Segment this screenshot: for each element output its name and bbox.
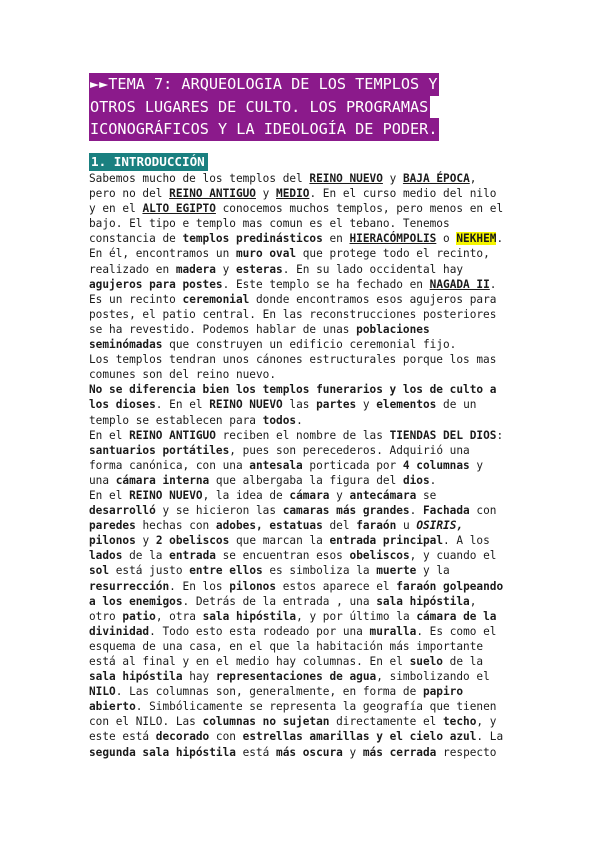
text-run: y xyxy=(135,534,156,548)
emphasized-text: ceremonial xyxy=(182,292,250,306)
text-run: otro xyxy=(89,609,123,623)
text-run: u xyxy=(396,519,417,533)
emphasized-text: decorado xyxy=(155,730,210,744)
text-line xyxy=(89,548,509,563)
text-run: postes, el patio central. En las reconstrucciones posteriores xyxy=(89,307,497,321)
text-line xyxy=(89,367,509,382)
emphasized-text: MEDIO xyxy=(276,187,310,201)
title-line: ►►TEMA 7: ARQUEOLOGIA DE LOS TEMPLOS Y xyxy=(89,73,439,96)
text-run: . xyxy=(489,277,497,291)
text-line xyxy=(89,382,509,397)
text-run: . xyxy=(409,504,423,518)
page-title xyxy=(89,73,509,141)
emphasized-text: todos xyxy=(262,413,297,427)
text-line xyxy=(89,337,509,352)
text-run: Es un recinto xyxy=(89,292,183,306)
text-run: con xyxy=(209,730,243,744)
emphasized-text: seminómadas xyxy=(89,338,163,352)
text-run: , xyxy=(469,172,477,185)
text-run: . La xyxy=(476,730,504,744)
emphasized-text: HIERACÓMPOLIS xyxy=(349,232,437,246)
text-run: estos aparece el xyxy=(276,579,397,593)
emphasized-text: NILO xyxy=(89,685,116,699)
emphasized-text: cámara interna xyxy=(115,473,210,487)
text-run: pero no del xyxy=(89,187,170,201)
text-run: , y por último la xyxy=(296,609,417,623)
text-run: , la idea de xyxy=(202,488,290,502)
emphasized-text: antesala xyxy=(249,458,303,472)
text-run: , y cuando el xyxy=(409,549,497,563)
text-run: , simbolizando el xyxy=(376,670,490,684)
text-run: conocemos muchos templos, pero menos en el xyxy=(215,202,504,216)
emphasized-text: columnas no sujetan xyxy=(202,715,330,729)
text-line xyxy=(89,307,509,322)
text-run: . Este templo se ha fechado en xyxy=(222,277,430,291)
text-line xyxy=(89,352,509,367)
text-run: de la xyxy=(122,549,170,563)
text-run: En el xyxy=(89,488,130,502)
text-run: esquema de una casa, en el que la habitación más importante xyxy=(89,639,484,653)
emphasized-text: desarrolló xyxy=(89,504,156,518)
text-run: forma canónica, con una xyxy=(89,458,250,472)
emphasized-text: REINO NUEVO xyxy=(209,398,283,412)
text-run: con el NILO. Las xyxy=(89,715,203,729)
emphasized-text: entre ellos xyxy=(189,564,263,578)
text-run: . En su lado occidental hay xyxy=(282,262,464,276)
emphasized-text: los dioses xyxy=(89,398,156,412)
emphasized-text: No se diferencia bien los templos funerarios y los de culto a xyxy=(89,383,497,397)
text-line xyxy=(89,201,509,216)
text-line xyxy=(89,503,509,518)
text-line xyxy=(89,714,509,729)
emphasized-text: entrada xyxy=(169,549,216,563)
text-run: está al final y en el medio hay columnas. En el xyxy=(89,655,410,668)
text-run: de un xyxy=(436,398,477,412)
emphasized-text: dios xyxy=(402,473,430,487)
text-line xyxy=(89,563,509,578)
text-run: y xyxy=(356,398,377,412)
text-run: , pues son perecederos. Adquirió una xyxy=(229,443,470,457)
text-run: y en el xyxy=(89,202,143,216)
text-run: y xyxy=(382,172,403,185)
emphasized-text: paredes xyxy=(89,519,136,533)
text-run: , y xyxy=(476,715,497,729)
emphasized-text: pilonos xyxy=(89,534,136,548)
emphasized-text: madera xyxy=(175,262,216,276)
text-line xyxy=(89,216,509,231)
emphasized-text: muro oval xyxy=(235,247,297,261)
emphasized-text: suelo xyxy=(409,655,443,668)
text-line xyxy=(89,428,509,443)
emphasized-text: muerte xyxy=(376,564,417,578)
text-run: : xyxy=(496,428,504,442)
text-run: . En el curso medio del nilo xyxy=(309,187,497,201)
emphasized-text: papiro xyxy=(422,685,464,699)
text-run: que albergaba la figura del xyxy=(209,473,403,487)
emphasized-text: estrellas amarillas y el cielo azul xyxy=(242,730,477,744)
emphasized-text: representaciones de agua xyxy=(215,670,377,684)
text-run: y xyxy=(255,187,277,201)
text-line xyxy=(89,684,509,699)
emphasized-text: divinidad xyxy=(89,624,150,638)
text-line xyxy=(89,292,509,307)
text-line xyxy=(89,669,509,684)
text-line xyxy=(89,639,509,654)
emphasized-text: REINO ANTIGUO xyxy=(129,428,216,442)
text-run: que marcan la xyxy=(229,534,330,548)
text-run: con xyxy=(469,504,497,518)
text-run: Sabemos mucho de los templos del xyxy=(89,172,310,185)
text-run: una xyxy=(89,473,116,487)
text-run: en xyxy=(322,232,350,246)
text-line xyxy=(89,262,509,277)
text-line xyxy=(89,533,509,548)
emphasized-text: 2 obeliscos xyxy=(155,534,230,548)
text-run: y xyxy=(342,745,363,759)
section-heading: 1. INTRODUCCIÓN xyxy=(89,153,208,171)
text-run: . En el xyxy=(155,398,210,412)
text-run: o xyxy=(436,232,457,246)
emphasized-text: patio xyxy=(122,609,156,623)
text-line xyxy=(89,473,509,488)
text-run: . Todo esto esta rodeado por una xyxy=(149,624,370,638)
emphasized-text: Fachada xyxy=(422,504,470,518)
emphasized-text: pilonos xyxy=(229,579,277,593)
text-line xyxy=(89,745,509,760)
emphasized-text: más cerrada xyxy=(362,745,437,759)
text-run: las xyxy=(282,398,317,412)
emphasized-text: obeliscos xyxy=(349,549,410,563)
text-run: . xyxy=(296,413,303,427)
text-run: . Detrás de la entrada , una xyxy=(182,594,377,608)
emphasized-text: sala hipóstila xyxy=(89,670,183,684)
text-line xyxy=(89,171,509,186)
text-line xyxy=(89,624,509,639)
emphasized-text: ALTO EGIPTO xyxy=(142,202,216,216)
emphasized-text: más oscura xyxy=(276,745,343,759)
text-line xyxy=(89,579,509,594)
text-run: hechas con xyxy=(135,519,216,533)
text-line xyxy=(89,594,509,609)
emphasized-text: NAGADA II xyxy=(429,277,490,291)
emphasized-text: REINO ANTIGUO xyxy=(169,187,256,201)
text-run: . Las columnas son, generalmente, en forma de xyxy=(115,685,423,699)
emphasized-text: OSIRIS, xyxy=(416,519,464,533)
text-run: En el xyxy=(89,428,130,442)
emphasized-text: REINO NUEVO xyxy=(309,172,383,185)
text-line xyxy=(89,397,509,412)
emphasized-text: sol xyxy=(89,564,110,578)
emphasized-text: a los enemigos xyxy=(89,594,183,608)
text-run: realizado en xyxy=(89,262,176,276)
emphasized-text: cámara xyxy=(289,488,330,502)
text-run: constancia de xyxy=(89,232,183,246)
text-run: . xyxy=(496,232,504,246)
text-run: se encuentran esos xyxy=(215,549,350,563)
text-run: porticada por xyxy=(302,458,403,472)
text-line xyxy=(89,246,509,261)
text-run: comunes son del reino nuevo. xyxy=(89,368,277,382)
emphasized-text: santuarios portátiles xyxy=(89,443,230,457)
emphasized-text: poblaciones xyxy=(356,322,430,336)
emphasized-text: muralla xyxy=(369,624,417,638)
text-run: y xyxy=(329,488,350,502)
text-line xyxy=(89,443,509,458)
emphasized-text: entrada principal xyxy=(329,534,444,548)
emphasized-text: abierto xyxy=(89,700,136,714)
emphasized-text: resurrección xyxy=(89,579,170,593)
text-run: este está xyxy=(89,730,156,744)
text-run: hay xyxy=(182,670,216,684)
emphasized-text: elementos xyxy=(376,398,437,412)
text-run: es simboliza la xyxy=(262,564,377,578)
emphasized-text: adobes, estatuas xyxy=(215,519,323,533)
text-run: y la xyxy=(416,564,450,578)
emphasized-text: segunda sala hipóstila xyxy=(89,745,236,759)
emphasized-text: lados xyxy=(89,549,123,563)
emphasized-text: TIENDAS DEL DIOS xyxy=(389,428,497,442)
text-run: de la xyxy=(443,655,484,668)
emphasized-text: sala hipóstila xyxy=(376,594,470,608)
text-run: está xyxy=(235,745,277,759)
text-line xyxy=(89,518,509,533)
title-line: OTROS LUGARES DE CULTO. LOS PROGRAMAS xyxy=(89,96,430,119)
emphasized-text: partes xyxy=(316,398,357,412)
text-run: está justo xyxy=(109,564,190,578)
emphasized-text: antecámara xyxy=(349,488,417,502)
text-run: , xyxy=(469,594,477,608)
text-run: se xyxy=(416,488,437,502)
text-run: directamente el xyxy=(329,715,443,729)
text-run: y se hicieron las xyxy=(155,504,283,518)
emphasized-text: camaras más grandes xyxy=(282,504,410,518)
text-run: y xyxy=(469,458,484,472)
text-line xyxy=(89,277,509,292)
text-run: respecto xyxy=(436,745,497,759)
text-run: . Simbólicamente se representa la geografía que tienen xyxy=(135,700,497,714)
text-line xyxy=(89,186,509,201)
text-line xyxy=(89,488,509,503)
text-run: se ha revestido. Podemos hablar de unas xyxy=(89,322,357,336)
text-run: . Es como el xyxy=(416,624,497,638)
text-line xyxy=(89,413,509,428)
text-run: . xyxy=(429,473,437,487)
text-run: Los templos tendran unos cánones estructurales porque los mas xyxy=(89,353,497,367)
text-line xyxy=(89,322,509,337)
text-run: . En los xyxy=(169,579,230,593)
text-run: del xyxy=(322,519,357,533)
text-line xyxy=(89,729,509,744)
text-run: y xyxy=(215,262,236,276)
text-run: . A los xyxy=(443,534,490,548)
text-run: que construyen un edificio ceremonial fijo. xyxy=(162,338,457,352)
text-run: En él, encontramos un xyxy=(89,247,236,261)
text-run: , otra xyxy=(155,609,203,623)
text-line xyxy=(89,458,509,473)
emphasized-text: techo xyxy=(443,715,477,729)
emphasized-text: agujeros para postes xyxy=(89,277,223,291)
text-line xyxy=(89,654,509,669)
emphasized-text: REINO NUEVO xyxy=(129,488,203,502)
emphasized-text: BAJA ÉPOCA xyxy=(402,172,470,185)
emphasized-text: cámara de la xyxy=(416,609,497,623)
text-run: bajo. El tipo e templo mas comun es el tebano. Tenemos xyxy=(89,217,450,231)
emphasized-text: sala hipóstila xyxy=(202,609,297,623)
emphasized-text: esteras xyxy=(235,262,283,276)
emphasized-text: 4 columnas xyxy=(402,458,470,472)
text-run: que protege todo el recinto, xyxy=(296,247,490,261)
emphasized-text: faraón golpeando xyxy=(396,579,504,593)
emphasized-text: templos predinásticos xyxy=(182,232,323,246)
text-line xyxy=(89,699,509,714)
text-run: templo se establecen para xyxy=(89,413,263,427)
body-text xyxy=(89,171,509,760)
text-run: donde encontramos esos agujeros para xyxy=(249,292,497,306)
text-line xyxy=(89,231,509,246)
emphasized-text: NEKHEM xyxy=(456,232,497,246)
title-line: ICONOGRÁFICOS Y LA IDEOLOGÍA DE PODER. xyxy=(89,118,439,141)
text-line xyxy=(89,609,509,624)
emphasized-text: faraón xyxy=(356,519,397,533)
text-run: reciben el nombre de las xyxy=(215,428,390,442)
